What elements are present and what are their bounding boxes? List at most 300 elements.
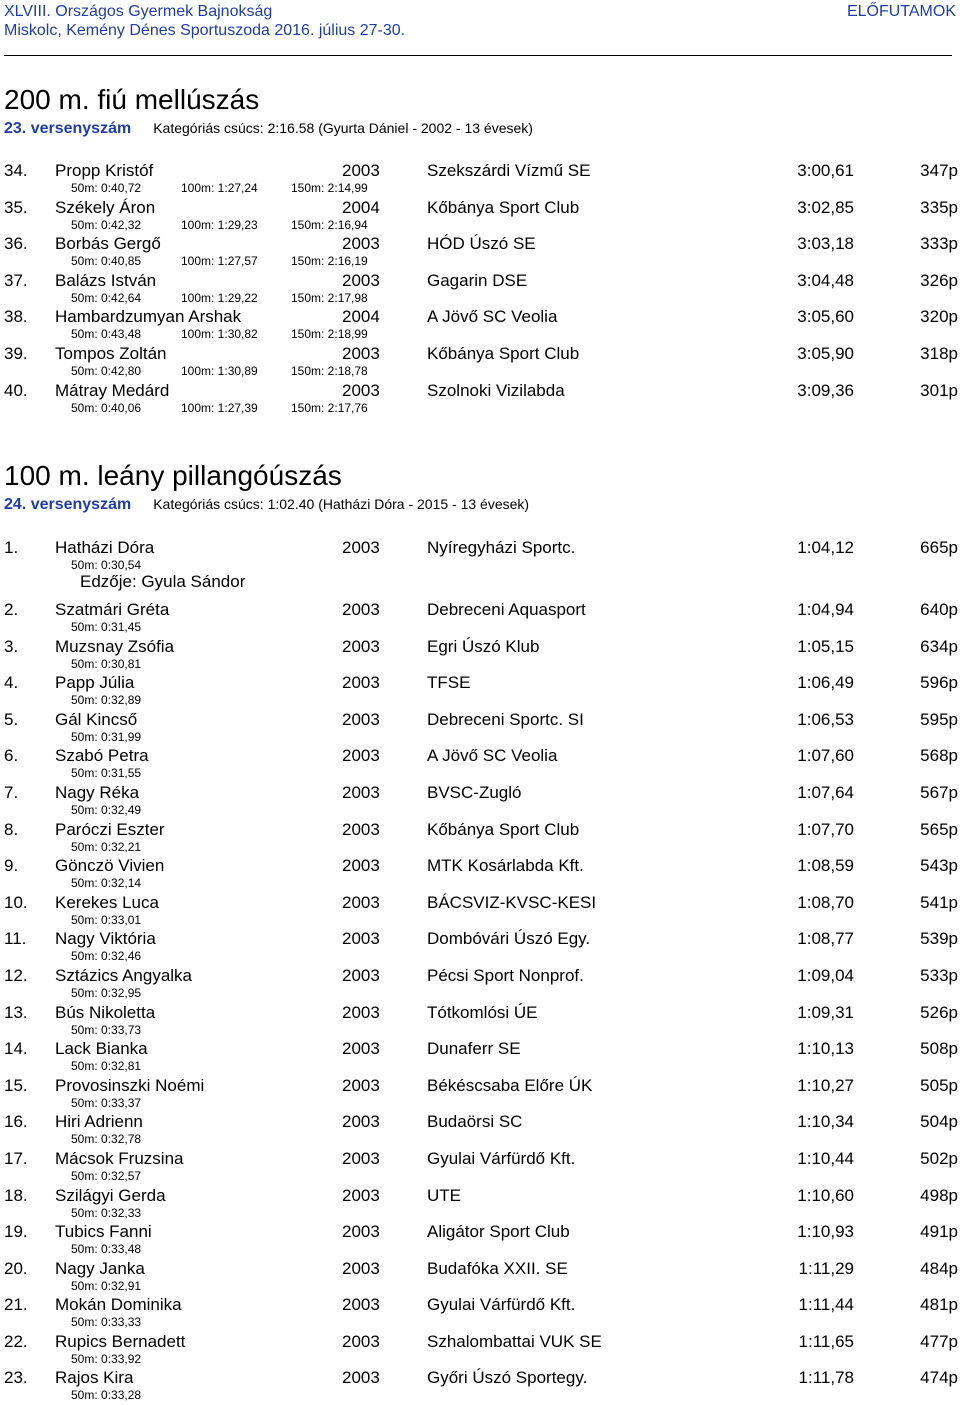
result-row (0, 538, 960, 600)
final-time: 1:09,04 (797, 965, 854, 985)
rank: 22. (4, 1331, 28, 1351)
split-times (71, 840, 181, 854)
birth-year: 2003 (342, 380, 380, 400)
rank: 2. (4, 600, 19, 619)
club-name: Dombóvári Úszó Egy. (427, 929, 591, 949)
header-divider (4, 55, 952, 56)
split-times (71, 766, 181, 780)
points: 539p (920, 929, 958, 949)
club-name: Szekszárdi Vízmű SE (427, 161, 591, 180)
event-title: 200 m. fiú mellúszás (4, 84, 260, 115)
result-row (0, 673, 960, 710)
swimmer-name: Nagy Janka (55, 1258, 145, 1278)
event-subtitle (4, 496, 529, 514)
rank: 19. (4, 1222, 28, 1242)
points: 596p (920, 673, 958, 693)
final-time: 1:10,13 (797, 1039, 854, 1059)
rank: 4. (4, 673, 19, 693)
points: 491p (920, 1222, 958, 1242)
result-row (0, 1039, 960, 1076)
rank: 37. (4, 270, 28, 290)
swimmer-name: Papp Júlia (55, 673, 135, 693)
club-name: TFSE (427, 673, 471, 693)
championship-title: XLVIII. Országos Gyermek Bajnokság (4, 3, 273, 20)
final-time: 1:10,60 (797, 1185, 854, 1205)
swimmer-name: Szatmári Gréta (55, 600, 170, 619)
swimmer-name: Mátray Medárd (55, 380, 170, 400)
split-100m: 100m: 1:27,24 (181, 181, 258, 195)
birth-year: 2003 (342, 343, 380, 363)
points: 508p (920, 1039, 958, 1059)
final-time: 1:07,64 (797, 782, 854, 802)
rank: 13. (4, 1002, 28, 1022)
final-time: 3:05,60 (797, 307, 854, 327)
result-row (0, 637, 960, 674)
rank: 23. (4, 1368, 28, 1388)
split-50m: 50m: 0:30,54 (71, 558, 142, 572)
points: 665p (920, 538, 958, 557)
club-name: Gyulai Várfürdő Kft. (427, 1148, 576, 1168)
club-name: Egri Úszó Klub (427, 636, 540, 656)
birth-year: 2003 (342, 1258, 380, 1278)
rank: 34. (4, 161, 28, 180)
split-50m: 50m: 0:33,48 (71, 1242, 142, 1257)
swimmer-name: Paróczi Eszter (55, 819, 165, 839)
split-50m: 50m: 0:32,91 (71, 1278, 142, 1293)
result-row (0, 1003, 960, 1040)
split-100m: 100m: 1:29,22 (181, 290, 258, 305)
club-name: Szolnoki Vizilabda (427, 380, 565, 400)
swimmer-name: Muzsnay Zsófia (55, 636, 175, 656)
birth-year: 2003 (342, 1368, 380, 1388)
split-times (71, 1315, 181, 1329)
swimmer-name: Gönczö Vivien (55, 856, 165, 876)
club-name: UTE (427, 1185, 461, 1205)
final-time: 1:08,77 (797, 929, 854, 949)
rank: 5. (4, 709, 19, 729)
category-record: Kategóriás csúcs: 1:02.40 (Hatházi Dóra - 2015 - 13 évesek) (153, 496, 530, 512)
split-50m: 50m: 0:33,92 (71, 1351, 142, 1366)
points: 320p (920, 307, 958, 327)
final-time: 1:11,44 (798, 1295, 854, 1315)
swimmer-name: Rajos Kira (55, 1368, 134, 1388)
split-times (71, 291, 368, 305)
split-50m: 50m: 0:42,80 (71, 363, 142, 378)
split-times (71, 1059, 181, 1073)
birth-year: 2003 (342, 1185, 380, 1205)
points: 526p (920, 1002, 958, 1022)
club-name: Debreceni Aquasport (427, 600, 586, 619)
birth-year: 2003 (342, 270, 380, 290)
split-100m: 100m: 1:27,57 (181, 254, 258, 269)
points: 481p (920, 1295, 958, 1315)
swimmer-name: Gál Kincső (55, 709, 138, 729)
points: 595p (920, 709, 958, 729)
points: 541p (920, 892, 958, 912)
rank: 7. (4, 782, 19, 802)
rank: 40. (4, 380, 28, 400)
result-row (0, 710, 960, 747)
split-times (71, 693, 181, 707)
final-time: 1:07,60 (797, 746, 854, 766)
split-50m: 50m: 0:31,45 (71, 620, 142, 634)
split-150m: 150m: 2:16,94 (291, 217, 368, 232)
final-time: 1:08,59 (797, 856, 854, 876)
rank: 36. (4, 234, 28, 254)
split-50m: 50m: 0:32,78 (71, 1132, 142, 1147)
split-times (71, 1352, 181, 1366)
points: 326p (920, 270, 958, 290)
points: 634p (920, 636, 958, 656)
split-times (71, 803, 181, 817)
final-time: 3:09,36 (797, 380, 854, 400)
swimmer-name: Tubics Fanni (55, 1222, 152, 1242)
swimmer-name: Borbás Gergő (55, 234, 161, 254)
rank: 39. (4, 343, 28, 363)
split-times (71, 1206, 181, 1220)
split-100m: 100m: 1:27,39 (181, 400, 258, 415)
birth-year: 2003 (342, 234, 380, 254)
split-50m: 50m: 0:31,55 (71, 766, 142, 781)
rank: 21. (4, 1295, 28, 1315)
event-number: 24. versenyszám (4, 496, 132, 513)
result-row (0, 271, 960, 308)
birth-year: 2003 (342, 819, 380, 839)
birth-year: 2003 (342, 161, 380, 180)
final-time: 1:10,44 (797, 1148, 854, 1168)
final-time: 1:06,49 (797, 673, 854, 693)
final-time: 1:06,53 (797, 709, 854, 729)
club-name: A Jövő SC Veolia (427, 307, 558, 327)
club-name: Tótkomlósi ÚE (427, 1002, 538, 1022)
swimmer-name: Rupics Bernadett (55, 1331, 186, 1351)
club-name: BVSC-Zugló (427, 782, 522, 802)
swimmer-name: Nagy Réka (55, 782, 140, 802)
points: 640p (920, 600, 958, 619)
rank: 3. (4, 636, 19, 656)
points: 504p (920, 1112, 958, 1132)
points: 568p (920, 746, 958, 766)
result-row (0, 234, 960, 271)
swimmer-name: Propp Kristóf (55, 161, 154, 180)
club-name: Pécsi Sport Nonprof. (427, 965, 584, 985)
final-time: 1:11,65 (798, 1331, 854, 1351)
club-name: Békéscsaba Előre ÚK (427, 1075, 593, 1095)
swimmer-name: Tompos Zoltán (55, 343, 167, 363)
final-time: 1:11,78 (798, 1368, 854, 1388)
final-time: 1:10,34 (797, 1112, 854, 1132)
points: 505p (920, 1075, 958, 1095)
club-name: Debreceni Sportc. SI (427, 709, 584, 729)
birth-year: 2003 (342, 965, 380, 985)
swimmer-name: Székely Áron (55, 197, 156, 217)
rank: 15. (4, 1075, 28, 1095)
split-50m: 50m: 0:33,01 (71, 912, 142, 927)
split-times (71, 913, 181, 927)
swimmer-name: Nagy Viktória (55, 929, 156, 949)
event-number: 23. versenyszám (4, 120, 132, 137)
birth-year: 2003 (342, 1039, 380, 1059)
points: 498p (920, 1185, 958, 1205)
points: 484p (920, 1258, 958, 1278)
rank: 12. (4, 965, 28, 985)
final-time: 1:10,27 (797, 1075, 854, 1095)
split-times (71, 876, 181, 890)
final-time: 1:11,29 (798, 1258, 854, 1278)
split-times (71, 949, 181, 963)
split-150m: 150m: 2:16,19 (291, 254, 368, 269)
result-row (0, 1186, 960, 1223)
event-title: 100 m. leány pillangóúszás (4, 460, 342, 491)
split-50m: 50m: 0:42,32 (71, 217, 142, 232)
result-row (0, 856, 960, 893)
points: 567p (920, 782, 958, 802)
rank: 18. (4, 1185, 28, 1205)
club-name: Budafóka XXII. SE (427, 1258, 568, 1278)
final-time: 1:07,70 (797, 819, 854, 839)
split-times (71, 364, 368, 378)
final-time: 3:00,61 (797, 161, 854, 180)
club-name: Kőbánya Sport Club (427, 197, 580, 217)
points: 347p (920, 161, 958, 180)
final-time: 3:03,18 (797, 234, 854, 254)
split-150m: 150m: 2:18,78 (291, 363, 368, 378)
points: 533p (920, 965, 958, 985)
rank: 14. (4, 1039, 28, 1059)
birth-year: 2003 (342, 673, 380, 693)
swimmer-name: Mokán Dominika (55, 1295, 182, 1315)
swimmer-name: Sztázics Angyalka (55, 965, 193, 985)
rank: 20. (4, 1258, 28, 1278)
swimmer-name: Kerekes Luca (55, 892, 159, 912)
points: 301p (920, 380, 958, 400)
birth-year: 2003 (342, 746, 380, 766)
split-100m: 100m: 1:30,89 (181, 363, 258, 378)
points: 335p (920, 197, 958, 217)
split-50m: 50m: 0:32,57 (71, 1168, 142, 1183)
final-time: 1:09,31 (797, 1002, 854, 1022)
split-50m: 50m: 0:40,85 (71, 254, 142, 269)
result-row (0, 381, 960, 418)
final-time: 3:05,90 (797, 343, 854, 363)
split-50m: 50m: 0:33,28 (71, 1388, 142, 1403)
split-50m: 50m: 0:33,37 (71, 1095, 142, 1110)
birth-year: 2003 (342, 1075, 380, 1095)
birth-year: 2003 (342, 1295, 380, 1315)
club-name: MTK Kosárlabda Kft. (427, 856, 584, 876)
points: 333p (920, 234, 958, 254)
split-100m: 100m: 1:30,82 (181, 327, 258, 342)
split-50m: 50m: 0:30,81 (71, 656, 142, 671)
points: 565p (920, 819, 958, 839)
rank: 16. (4, 1112, 28, 1132)
birth-year: 2003 (342, 709, 380, 729)
club-name: A Jövő SC Veolia (427, 746, 558, 766)
split-times (71, 657, 181, 671)
birth-year: 2003 (342, 782, 380, 802)
swimmer-name: Provosinszki Noémi (55, 1075, 205, 1095)
category-record: Kategóriás csúcs: 2:16.58 (Gyurta Dániel - 2002 - 13 évesek) (153, 120, 533, 136)
split-50m: 50m: 0:33,73 (71, 1022, 142, 1037)
split-50m: 50m: 0:32,33 (71, 1205, 142, 1220)
split-times (71, 730, 181, 744)
coach-name: Edzője: Gyula Sándor (80, 572, 246, 591)
split-times (71, 986, 181, 1000)
split-100m: 100m: 1:29,23 (181, 217, 258, 232)
split-times (71, 254, 368, 268)
swimmer-name: Hambardzumyan Arshak (55, 307, 242, 327)
birth-year: 2003 (342, 1112, 380, 1132)
final-time: 1:04,94 (797, 600, 854, 619)
result-row (0, 1295, 960, 1332)
results-list-boys-breaststroke (0, 161, 960, 417)
result-row (0, 783, 960, 820)
rank: 11. (4, 929, 27, 949)
split-times (71, 181, 368, 195)
split-times (71, 401, 368, 415)
split-times (71, 1388, 181, 1402)
birth-year: 2003 (342, 892, 380, 912)
rank: 1. (4, 538, 19, 557)
round-label: ELŐFUTAMOK (846, 3, 956, 20)
split-50m: 50m: 0:42,64 (71, 290, 142, 305)
page-header (0, 0, 960, 62)
result-row (0, 1259, 960, 1296)
final-time: 3:04,48 (797, 270, 854, 290)
split-50m: 50m: 0:31,99 (71, 729, 142, 744)
split-times (71, 1096, 181, 1110)
swimmer-name: Szabó Petra (55, 746, 149, 766)
club-name: Nyíregyházi Sportc. (427, 538, 576, 557)
final-time: 1:08,70 (797, 892, 854, 912)
split-150m: 150m: 2:14,99 (291, 181, 368, 195)
split-50m: 50m: 0:32,89 (71, 693, 142, 708)
swimmer-name: Lack Bianka (55, 1039, 148, 1059)
split-50m: 50m: 0:32,21 (71, 839, 142, 854)
rank: 6. (4, 746, 19, 766)
result-row (0, 1222, 960, 1259)
club-name: Szhalombattai VUK SE (427, 1331, 602, 1351)
rank: 9. (4, 856, 19, 876)
points: 477p (920, 1331, 958, 1351)
birth-year: 2004 (342, 197, 380, 217)
result-row (0, 1149, 960, 1186)
results-list-girls-butterfly (0, 538, 960, 1405)
club-name: Kőbánya Sport Club (427, 819, 580, 839)
split-times (71, 1279, 181, 1293)
points: 474p (920, 1368, 958, 1388)
birth-year: 2003 (342, 600, 380, 619)
split-times (71, 558, 181, 572)
split-150m: 150m: 2:18,99 (291, 327, 368, 342)
birth-year: 2003 (342, 856, 380, 876)
result-row (0, 307, 960, 344)
club-name: HÓD Úszó SE (427, 234, 536, 254)
final-time: 3:02,85 (797, 197, 854, 217)
rank: 38. (4, 307, 28, 327)
split-times (71, 218, 368, 232)
club-name: Kőbánya Sport Club (427, 343, 580, 363)
club-name: Gagarin DSE (427, 270, 528, 290)
split-50m: 50m: 0:40,72 (71, 181, 142, 195)
result-row (0, 820, 960, 857)
split-50m: 50m: 0:32,81 (71, 1059, 142, 1074)
split-times (71, 1169, 181, 1183)
split-times (71, 1023, 181, 1037)
split-150m: 150m: 2:17,76 (291, 400, 368, 415)
swimmer-name: Hiri Adrienn (55, 1112, 143, 1132)
club-name: Aligátor Sport Club (427, 1222, 570, 1242)
swimmer-name: Szilágyi Gerda (55, 1185, 166, 1205)
result-row (0, 600, 960, 637)
birth-year: 2003 (342, 636, 380, 656)
points: 543p (920, 856, 958, 876)
result-row (0, 1112, 960, 1149)
result-row (0, 746, 960, 783)
result-row (0, 1368, 960, 1405)
swimmer-name: Mácsok Fruzsina (55, 1148, 184, 1168)
rank: 35. (4, 197, 28, 217)
result-row (0, 1076, 960, 1113)
result-row (0, 966, 960, 1003)
split-150m: 150m: 2:17,98 (291, 290, 368, 305)
points: 502p (920, 1148, 958, 1168)
final-time: 1:05,15 (797, 636, 854, 656)
rank: 8. (4, 819, 19, 839)
split-50m: 50m: 0:43,48 (71, 327, 142, 342)
final-time: 1:04,12 (797, 538, 854, 557)
result-row (0, 198, 960, 235)
split-50m: 50m: 0:40,06 (71, 400, 142, 415)
birth-year: 2003 (342, 1331, 380, 1351)
result-row (0, 344, 960, 381)
birth-year: 2003 (342, 538, 380, 557)
result-row (0, 929, 960, 966)
birth-year: 2003 (342, 1222, 380, 1242)
birth-year: 2004 (342, 307, 380, 327)
birth-year: 2003 (342, 1148, 380, 1168)
result-row (0, 1332, 960, 1369)
club-name: Gyulai Várfürdő Kft. (427, 1295, 576, 1315)
club-name: BÁCSVIZ-KVSC-KESI (427, 892, 597, 912)
split-50m: 50m: 0:32,95 (71, 985, 142, 1000)
split-times (71, 620, 181, 634)
result-row (0, 161, 960, 198)
venue-date: Miskolc, Kemény Dénes Sportuszoda 2016. július 27-30. (4, 22, 406, 39)
split-times (71, 1242, 181, 1256)
birth-year: 2003 (342, 929, 380, 949)
birth-year: 2003 (342, 1002, 380, 1022)
split-50m: 50m: 0:32,49 (71, 802, 142, 817)
club-name: Győri Úszó Sportegy. (427, 1368, 588, 1388)
rank: 10. (4, 892, 28, 912)
split-50m: 50m: 0:32,14 (71, 876, 142, 891)
split-50m: 50m: 0:33,33 (71, 1315, 142, 1330)
final-time: 1:10,93 (797, 1222, 854, 1242)
points: 318p (920, 343, 958, 363)
split-50m: 50m: 0:32,46 (71, 949, 142, 964)
split-times (71, 327, 368, 341)
result-row (0, 893, 960, 930)
event-subtitle (4, 120, 533, 138)
club-name: Dunaferr SE (427, 1039, 521, 1059)
split-times (71, 1132, 181, 1146)
swimmer-name: Balázs István (55, 270, 157, 290)
club-name: Budaörsi SC (427, 1112, 523, 1132)
rank: 17. (4, 1148, 28, 1168)
swimmer-name: Hatházi Dóra (55, 538, 155, 557)
swimmer-name: Bús Nikoletta (55, 1002, 156, 1022)
